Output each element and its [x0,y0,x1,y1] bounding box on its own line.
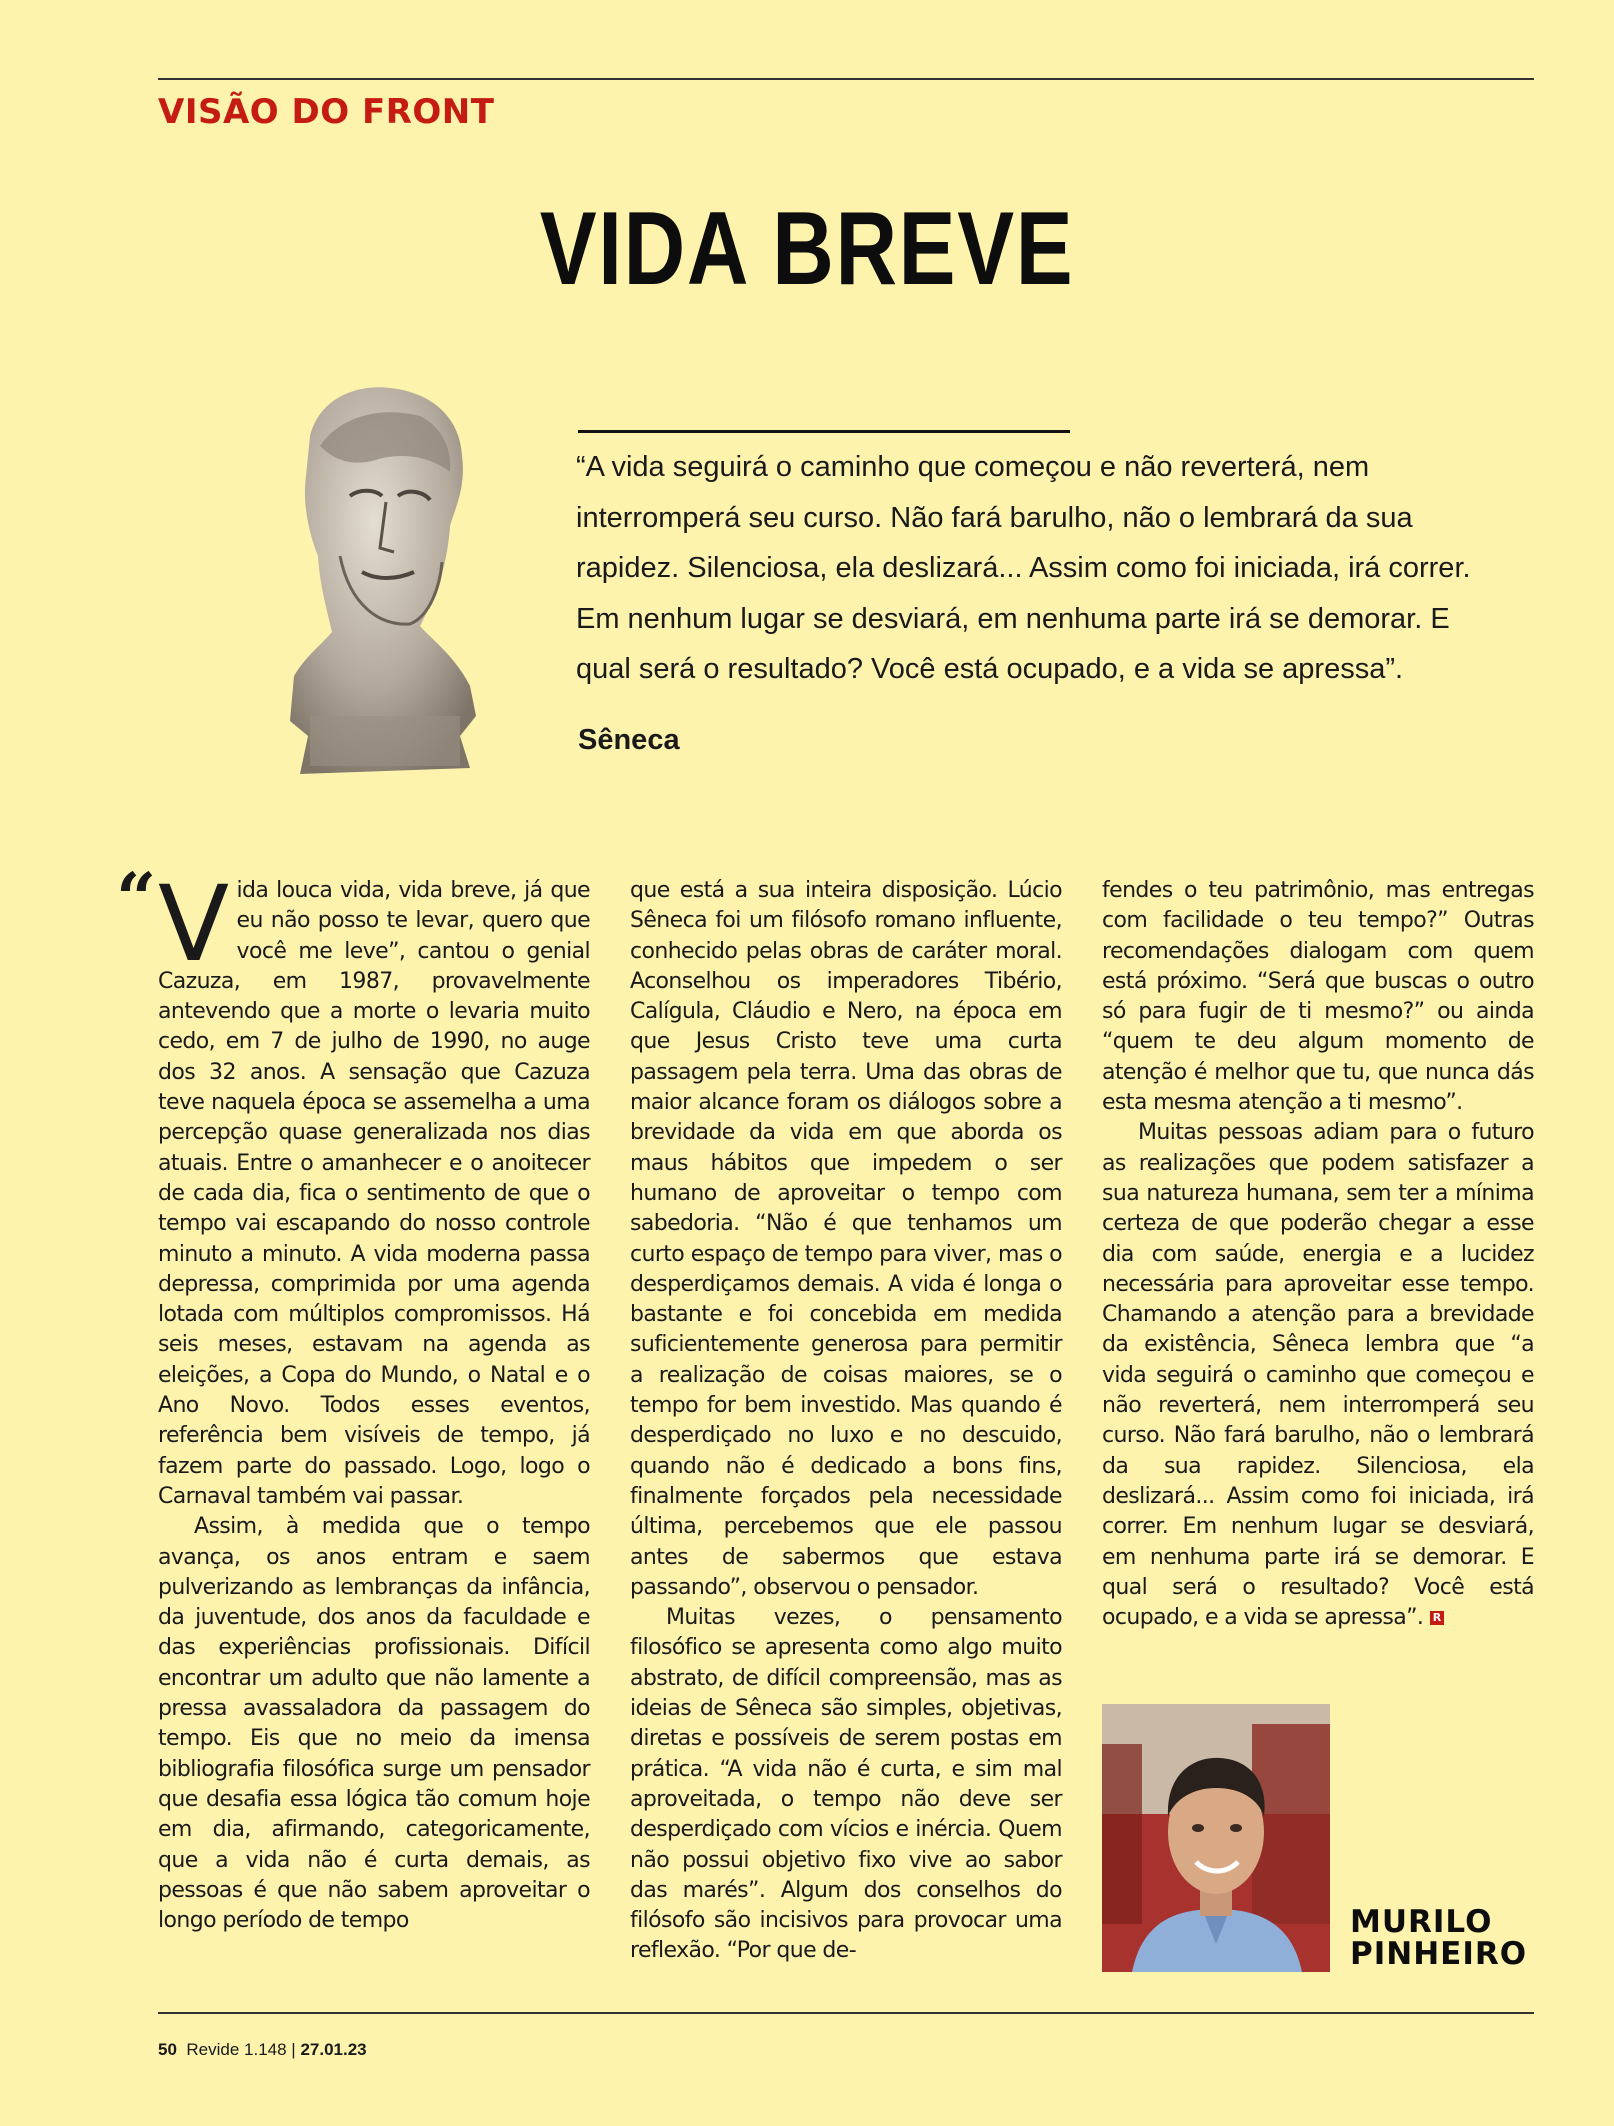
end-of-article-icon: R [1430,1611,1444,1625]
seneca-bust-image [280,376,480,778]
author-first-name: MURILO [1350,1904,1493,1940]
paragraph: Assim, à medida que o tempo avança, os anos entram e saem pulverizando as lembranças da infância, da juventude, dos anos da faculdade e das experiências profissionais. Difícil encontrar um adulto que não lamente a pressa avassaladora da passagem do tempo. Eis que no meio da imensa bibliografia filosófica surge um pensador que desafia essa lógica tão comum hoje em dia, afirmando, categoricamente, que a vida não é curta demais, as pessoas é que não sabem aproveitar o longo período de tempo [158,1514,590,1934]
paragraph [1102,1118,1534,1633]
paragraph [158,863,590,1512]
top-rule [158,78,1534,80]
bottom-rule [158,2012,1534,2014]
author-photo [1102,1704,1330,1972]
opening-quote-mark: “ [116,857,157,940]
footer-separator: | [291,2040,296,2059]
section-label: VISÃO DO FRONT [158,92,495,132]
article-column-2 [630,876,1062,1967]
page-number: 50 [158,2040,177,2059]
publication-issue: Revide 1.148 [186,2040,287,2059]
author-name [1350,1906,1527,1970]
drop-cap: V [158,863,229,985]
paragraph: Muitas vezes, o pensamento filosófico se apresenta como algo muito abstrato, de difícil compreensão, mas as ideias de Sêneca são simples, objetivas, diretas e possíveis de serem postas em prática. “A vida não é curta, e sim mal aproveitada, o tempo não deve ser desperdiçado com vícios e inércia. Quem não possui objetivo fixo vive ao sabor das marés”. Algum dos conselhos do filósofo são incisivos para provocar uma reflexão. “Por que de- [630,1605,1062,1964]
issue-date: 27.01.23 [300,2040,367,2059]
epigraph-author: Sêneca [578,724,680,756]
epigraph-rule [578,430,1070,433]
article-column-1 [158,863,590,1936]
epigraph-quote: “A vida seguirá o caminho que começou e não reverterá, nem interromperá seu curso. Não fará barulho, não o lembrará da sua rapidez. Silenciosa, ela deslizará... Assim como foi iniciada, irá correr. Em nenhum lugar se desviará, em nenhuma parte irá se demorar. E qual será o resultado? Você está ocupado, e a vida se apressa”. [576,451,1471,685]
article-column-3 [1102,876,1534,1633]
page-title: VIDA BREVE [539,191,1075,307]
page-footer [158,2040,367,2060]
paragraph-text: Muitas pessoas adiam para o futuro as realizações que podem satisfazer a sua natureza humana, sem ter a mínima certeza de que poderão chegar a esse dia com saúde, energia e a lucidez necessária para aproveitar esse tempo. Chamando a atenção para a brevidade da existência, Sêneca lembra que “a vida seguirá o caminho que começou e não reverterá, nem interromperá seu curso. Não fará barulho, não o lembrará da sua rapidez. Silenciosa, ela deslizará... Assim como foi iniciada, irá correr. Em nenhum lugar se desviará, em nenhuma parte irá se demorar. E qual será o resultado? Você está ocupado, e a vida se apressa”. [1102,1120,1534,1631]
paragraph: que está a sua inteira disposição. Lúcio Sêneca foi um filósofo romano influente, conhecido pelas obras de caráter moral. Aconselhou os imperadores Tibério, Calígula, Cláudio e Nero, na época em que Jesus Cristo teve uma curta passagem pela terra. Uma das obras de maior alcance foram os diálogos sobre a brevidade da vida em que aborda os maus hábitos que impedem o ser humano de aproveitar o tempo com sabedoria. “Não é que tenhamos um curto espaço de tempo para viver, mas o desperdiçamos demais. A vida é longa o bastante e foi concebida em medida suficientemente generosa para permitir a realização de coisas maiores, se o tempo for bem investido. Mas quando é desperdiçado no luxo e no descuido, quando não é dedicado a bons fins, finalmente forçados pela necessidade última, percebemos que ele passou antes de sabermos que estava passando”, observou o pensador. [630,878,1062,1600]
paragraph-text: ida louca vida, vida breve, já que eu não posso te levar, quero que você me leve”, cantou o genial Cazuza, em 1987, provavelmente antevendo que a morte o levaria muito cedo, em 7 de julho de 1990, no auge dos 32 anos. A sensação que Cazuza teve naquela época se assemelha a uma percepção quase generalizada nos dias atuais. Entre o amanhecer e o anoitecer de cada dia, fica o sentimento de que o tempo vai escapando do nosso controle minuto a minuto. A vida moderna passa depressa, comprimida por uma agenda lotada com múltiplos compromissos. Há seis meses, estavam na agenda as eleições, a Copa do Mundo, o Natal e o Ano Novo. Todos esses eventos, referência bem visíveis de tempo, já fazem parte do passado. Logo, logo o Carnaval também vai passar. [158,878,590,1509]
paragraph: fendes o teu patrimônio, mas entregas com facilidade o teu tempo?” Outras recomendações dialogam com quem está próximo. “Será que buscas o outro só para fugir de ti mesmo?” ou ainda “quem te deu algum momento de atenção é melhor que tu, que nunca dás esta mesma atenção a ti mesmo”. [1102,878,1534,1116]
author-last-name: PINHEIRO [1350,1936,1528,1972]
